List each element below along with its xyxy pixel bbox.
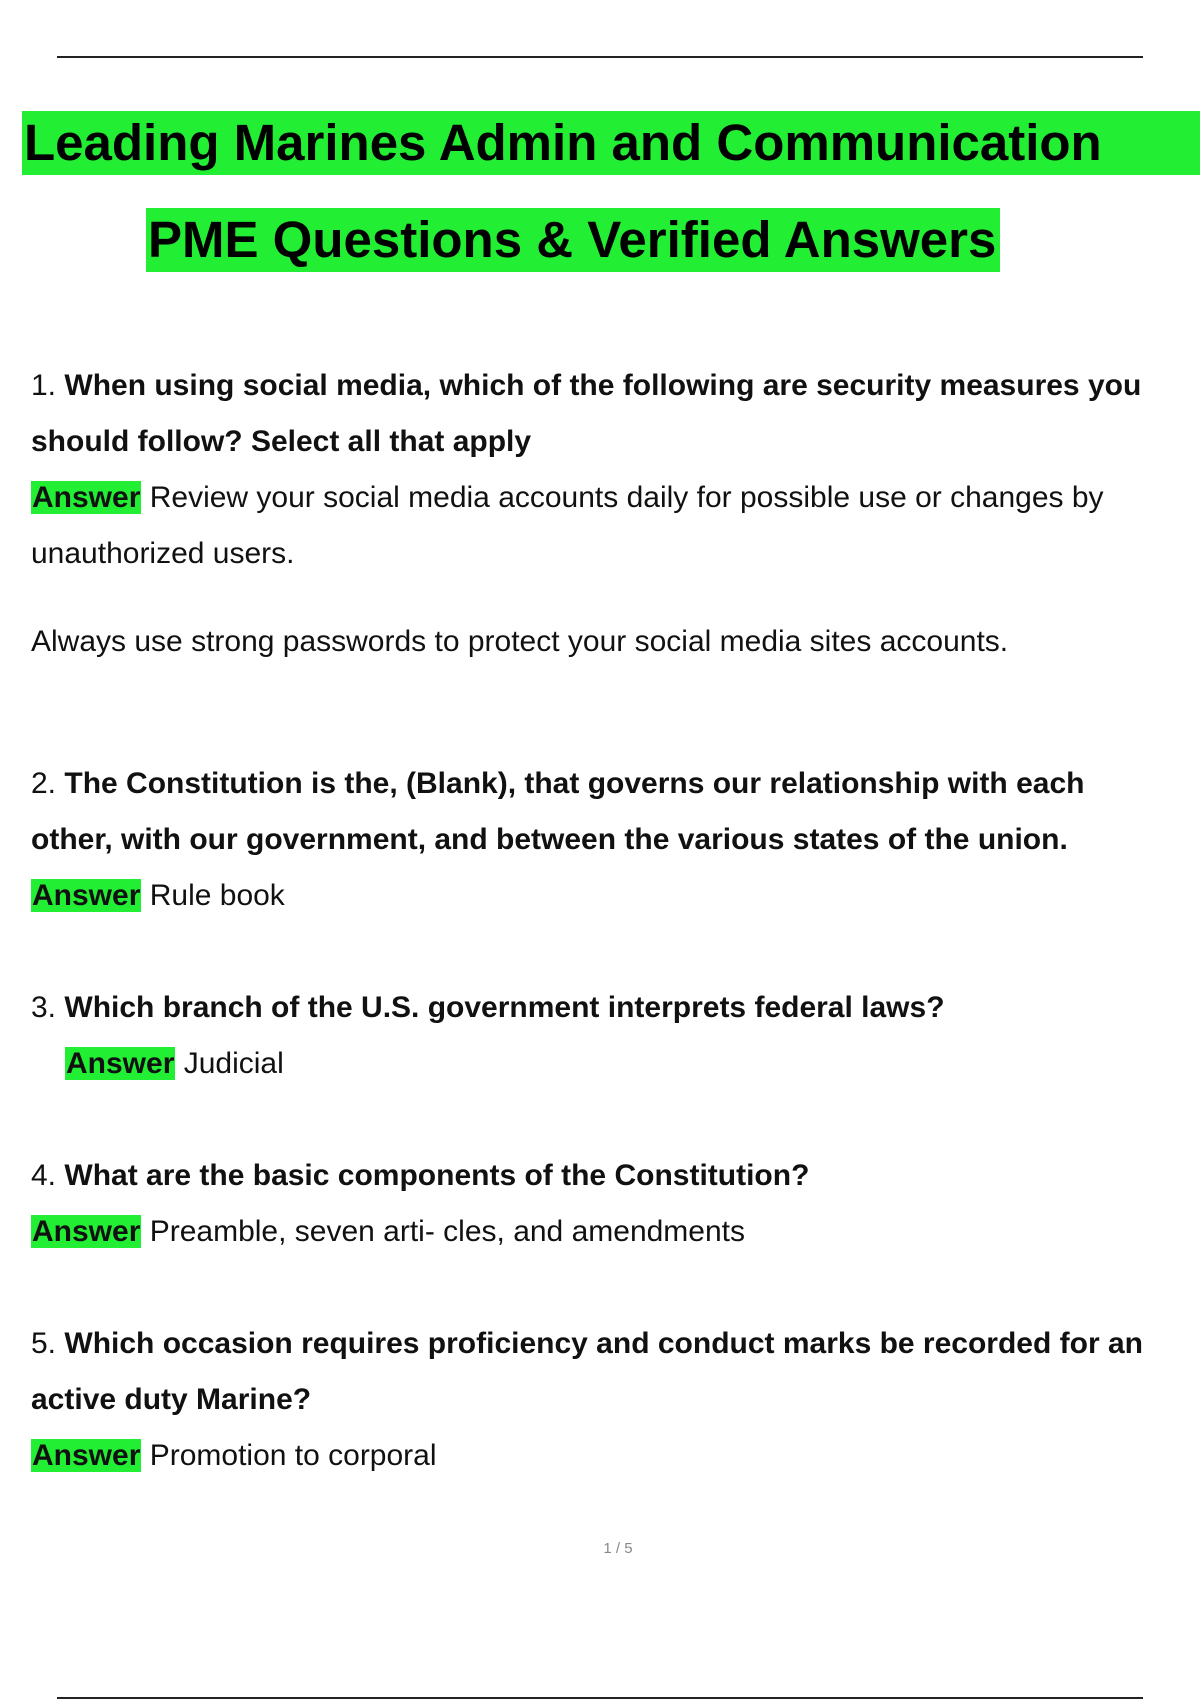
question-number: 2. [31, 767, 57, 800]
question-1 [31, 358, 1141, 414]
answer-label: Answer [66, 1047, 175, 1080]
answer-text: Review your social media accounts daily for possible use or changes by [149, 481, 1104, 514]
answer-1-continued: unauthorized users. [31, 537, 295, 570]
question-2-continued [31, 812, 1068, 868]
question-text: Which branch of the U.S. government interprets federal laws? [64, 991, 945, 1024]
answer-4 [31, 1204, 745, 1260]
answer-text: Rule book [149, 879, 285, 912]
question-1-continued [31, 414, 531, 470]
answer-label: Answer [32, 879, 141, 912]
question-number: 1. [31, 369, 57, 402]
question-4 [31, 1148, 809, 1204]
question-3 [31, 980, 945, 1036]
answer-2 [31, 868, 285, 924]
page-number: 1 / 5 [603, 1540, 633, 1557]
question-2 [31, 756, 1084, 812]
answer-text: Preamble, seven arti- cles, and amendments [149, 1215, 746, 1248]
question-number: 5. [31, 1327, 57, 1360]
question-text: other, with our government, and between the various states of the union. [31, 823, 1068, 856]
answer-1-extra: Always use strong passwords to protect your social media sites accounts. [31, 625, 1009, 658]
top-rule [57, 56, 1143, 58]
document-title-line-2: PME Questions & Verified Answers [146, 208, 1000, 272]
question-text: What are the basic components of the Constitution? [64, 1159, 810, 1192]
answer-label: Answer [32, 1439, 141, 1472]
question-text: Which occasion requires proficiency and conduct marks be recorded for an [64, 1327, 1143, 1360]
document-title-line-1: Leading Marines Admin and Communication [22, 111, 1200, 175]
bottom-rule [57, 1697, 1143, 1699]
answer-1 [31, 470, 1104, 526]
answer-3 [65, 1036, 284, 1092]
answer-text: Promotion to corporal [149, 1439, 437, 1472]
question-text: should follow? Select all that apply [31, 425, 532, 458]
question-text: active duty Marine? [31, 1383, 312, 1416]
answer-label: Answer [32, 1215, 141, 1248]
answer-text: Judicial [183, 1047, 284, 1080]
question-text: When using social media, which of the following are security measures you [64, 369, 1142, 402]
question-text: The Constitution is the, (Blank), that governs our relationship with each [64, 767, 1085, 800]
question-5 [31, 1316, 1143, 1372]
question-number: 3. [31, 991, 57, 1024]
answer-label: Answer [32, 481, 141, 514]
question-number: 4. [31, 1159, 57, 1192]
answer-5 [31, 1428, 437, 1484]
question-5-continued [31, 1372, 311, 1428]
